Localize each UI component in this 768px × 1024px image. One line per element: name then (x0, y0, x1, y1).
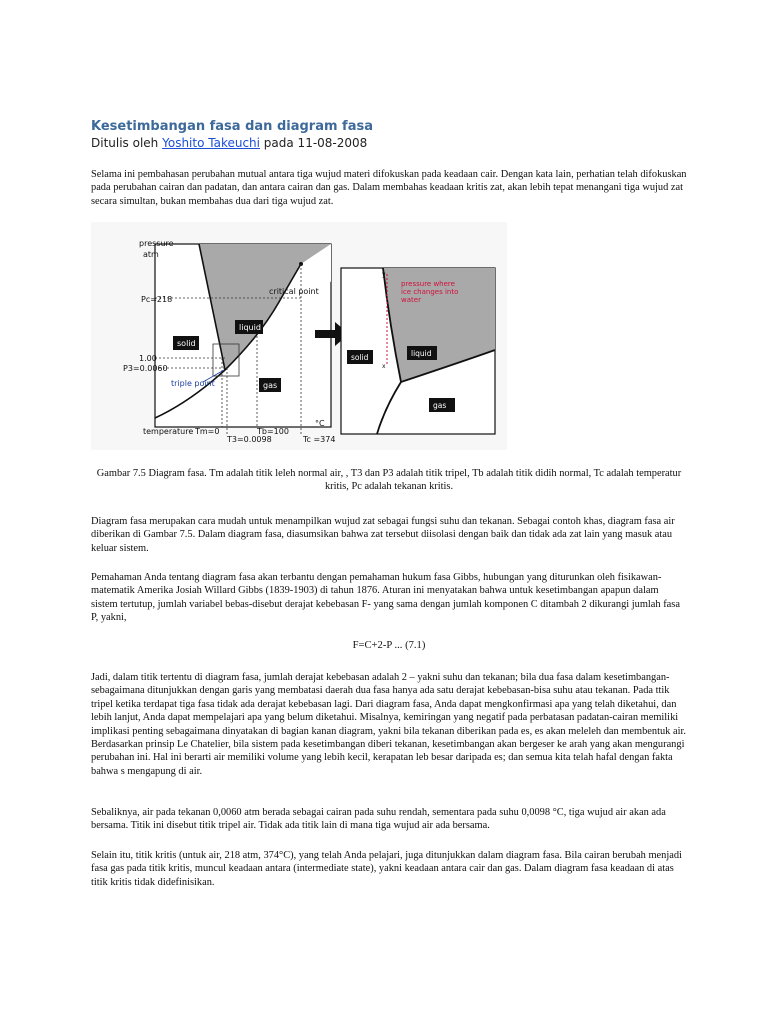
paragraph-diagram: Diagram fasa merupakan cara mudah untuk menampilkan wujud zat sebagai fungsi suhu dan tekanan. Sebagai contoh khas, diagram fasa air diberikan di Gambar 7.5. Dalam diagram fasa, diasumsikan bahwa zat tersebut diisolasi dengan baik dan tidak ada zat lain yang masuk atau keluar sistem. (91, 516, 675, 554)
x-axis-label: temperature (143, 427, 194, 436)
t3-label: T3=0.0098 (227, 435, 272, 444)
annotation-line-3: water (401, 296, 421, 304)
critical-point-label: critical point (269, 287, 319, 296)
byline-date: pada 11-08-2008 (259, 136, 368, 150)
triple-point-label: triple point (171, 379, 215, 388)
x-axis-unit: °C (315, 419, 325, 428)
zoom-x-label: x (382, 363, 386, 370)
paragraph-critical-point: Selain itu, titik kritis (untuk air, 218 atm, 374°C), yang telah Anda pelajari, juga ditunjukkan dalam diagram fasa. Bila cairan berubah menjadi fasa gas pada titik kritis, muncul keadaan antara (intermediate state), yakni keadaan antara cair dan gas. Dalam diagram fasa keadaan di atas titik kritis tidak didefinisikan. (91, 850, 682, 888)
tc-label: Tc =374 (303, 435, 336, 444)
zoom-gas-label: gas (433, 401, 447, 410)
byline (91, 136, 367, 150)
region-solid-label: solid (177, 339, 196, 348)
phase-diagram-figure (91, 222, 507, 450)
equation-gibbs: F=C+2-P ... (7.1) (352, 640, 426, 651)
paragraph-degrees: Jadi, dalam titik tertentu di diagram fasa, jumlah derajat kebebasan adalah 2 – yakni suhu dan tekanan; bila dua fasa dalam kesetimbangan-sebagaimana ditunjukkan dengan garis yang membatasi daerah dua fasa hanya ada satu derajat kebebasan-bisa suhu atau tekanan. Pada ttik tripel ketika terdapat tiga fasa tidak ada derajat kebebasan lagi. Dari diagram fasa, Anda dapat mengkonfirmasi apa yang telah diketahui, dan lebih lanjut, Anda dapat mempelajari apa yang belum diketahui. Misalnya, kemiringan yang negatif pada perbatasan padatan-cairan memiliki implikasi penting sebagaimana dinyatakan di bagian kanan diagram, yakni bila tekanan diberikan pada es, es akan meleleh dan membentuk air. Berdasarkan prinsip Le Chatelier, bila sistem pada kesetimbangan diberi tekanan, kesetimbangan akan bergeser ke arah yang akan mengurangi perubahan ini. Hal ini berarti air memiliki volume yang lebih kecil, kerapatan leb besar daripada es; dan semua kita telah hafal dengan fakta bahwa s mengapung di air. (91, 672, 686, 777)
byline-prefix: Ditulis oleh (91, 136, 163, 150)
p3-label: P3=0.0060 (123, 364, 168, 373)
region-liquid-label: liquid (239, 323, 261, 332)
paragraph-intro: Selama ini pembahasan perubahan mutual antara tiga wujud materi difokuskan pada keadaan cair. Dengan kata lain, perhatian telah difokuskan pada perubahan cairan dan padatan, dan antara cairan dan gas. Dalam membahas keadaan kritis zat, akan lebih tepat menangani tiga wujud zat secara simultan, bukan membahas dua dari tiga wujud zat. (91, 169, 687, 207)
tb-label: Tb=100 (257, 427, 289, 436)
author-link[interactable]: Yoshito Takeuchi (162, 136, 260, 150)
y-axis-label: pressure (139, 239, 174, 248)
y-axis-unit: atm (143, 250, 159, 259)
zoom-liquid-label: liquid (411, 349, 432, 358)
region-gas-label: gas (263, 381, 278, 390)
figure-caption: Gambar 7.5 Diagram fasa. Tm adalah titik leleh normal air, , T3 dan P3 adalah titik tripel, Tb adalah titik didih normal, Tc adalah temperatur kritis, Pc adalah tekanan kritis. (96, 468, 682, 493)
annotation-line-2: ice changes into (401, 288, 459, 296)
zoom-solid-label: solid (351, 353, 369, 362)
pc-label: Pc=218 (141, 295, 173, 304)
p-one-label: 1.00 (139, 354, 157, 363)
paragraph-gibbs: Pemahaman Anda tentang diagram fasa akan terbantu dengan pemahaman hukum fasa Gibbs, hubungan yang diturunkan oleh fisikawan-matematik Amerika Josiah Willard Gibbs (1839-1903) di tahun 1876. Aturan ini menyatakan bahwa untuk kesetimbangan apapun dalam sistem tertutup, jumlah variabel bebas-disebut derajat kebebasan F- yang sama dengan jumlah komponen C ditambah 2 dikurangi jumlah fasa P, yakni, (91, 572, 680, 624)
zoom-y-label: y (382, 271, 386, 278)
tm-label: Tm=0 (195, 427, 220, 436)
annotation-line-1: pressure where (401, 280, 455, 288)
paragraph-triple-point: Sebaliknya, air pada tekanan 0,0060 atm berada sebagai cairan pada suhu rendah, sementara pada suhu 0,0098 °C, tiga wujud air akan ada bersama. Titik ini disebut titik tripel air. Tidak ada titik lain di mana tiga wujud air ada bersama. (91, 807, 666, 832)
article-title: Kesetimbangan fasa dan diagram fasa (91, 119, 373, 134)
